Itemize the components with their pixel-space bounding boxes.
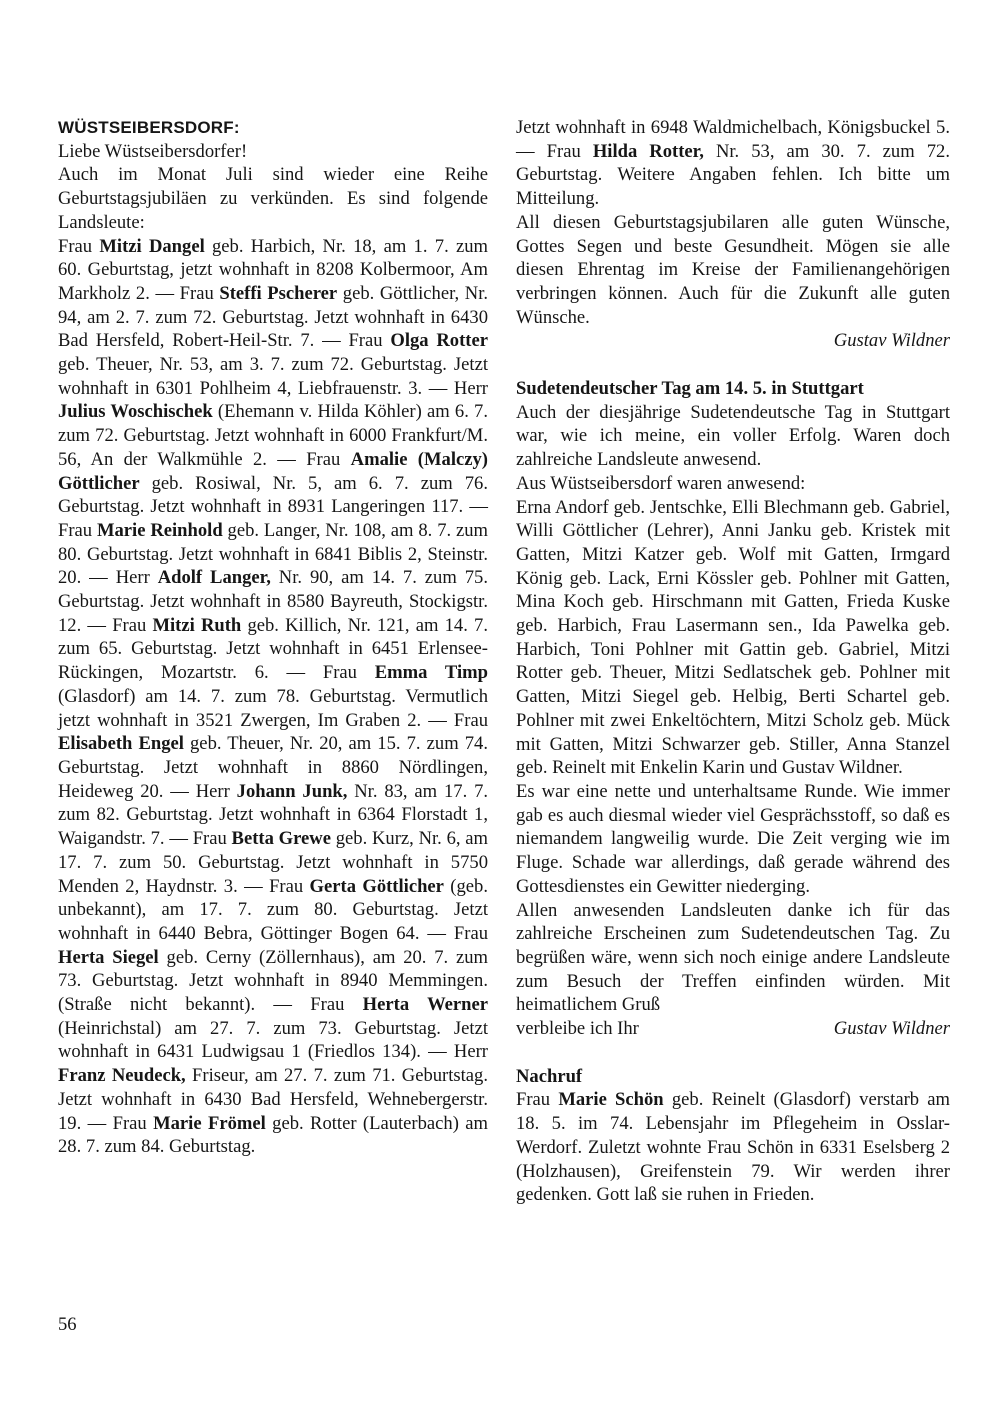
entry-post: geb. Göttlicher, Nr. 94, am 2. 7. zum 72. Geburtstag. Jetzt wohnhaft in 6430 Bad Hersfeld, Robert-Heil-Str. 7. — — [58, 282, 489, 352]
entry-pre: Frau — [58, 235, 100, 257]
entry-name: Herta Werner — [362, 994, 488, 1016]
entry-pre: Frau — [453, 922, 488, 944]
continuation-pre: Jetzt wohnhaft in 6948 Waldmichelbach, Königsbuckel 5. — Frau — [516, 117, 950, 162]
entry-name: Marie Frömel — [153, 1112, 266, 1134]
report-paragraph: Es war eine nette und unterhaltsame Runde. Wie immer gab es auch diesmal wieder viel Gesprächsstoff, so daß es niemandem langweilig wurde. Die Zeit verging wie im Fluge. Schade war allerdings, daß gerade während des Gottesdienstes ein Gewitter niederging. — [516, 780, 950, 897]
section-heading-nachruf: Nachruf — [516, 1065, 583, 1087]
signature-1: Gustav Wildner — [833, 330, 950, 352]
spacer — [516, 353, 950, 377]
continuation-post: Nr. 53, am 30. 7. zum 72. Geburtstag. Weitere Angaben fehlen. Ich bitte um Mitteilung. — [516, 140, 950, 210]
entry-post: geb. Theuer, Nr. 20, am 15. 7. zum 74. Geburtstag. Jetzt wohnhaft in 8860 Nördlingen, Heideweg 20. — — [58, 733, 488, 802]
stuttgart-intro: Auch der diesjährige Sudetendeutsche Tag in Stuttgart war, wie ich meine, ein voller Erfolg. Waren doch zahlreiche Landsleute anwesend. — [516, 401, 950, 471]
entry-name: Herta Siegel — [58, 946, 159, 968]
entry-pre: Frau — [269, 875, 310, 897]
attendees-intro: Aus Wüstseibersdorf waren anwesend: — [516, 472, 806, 494]
entry-post: geb. Killich, Nr. 121, am 14. 7. zum 65. Geburtstag. Jetzt wohnhaft in 6451 Erlensee-Rückingen, Mozartstr. 6. — — [58, 614, 488, 684]
entry-pre: Frau — [112, 1112, 154, 1134]
closing-paragraph: Allen anwesenden Landsleuten danke ich für das zahlreiche Erscheinen zum Sudetendeutschen Tag. Zu begrüßen wäre, wenn sich noch einige andere Landsleute zum Besuch der Treffen einfinden würden. Mit heimatlichem Gruß — [516, 899, 950, 1016]
closing-last: verbleibe ich Ihr — [516, 1018, 639, 1040]
wishes-paragraph: All diesen Geburtstagsjubilaren alle guten Wünsche, Gottes Segen und beste Gesundheit. Mögen sie alle diesen Ehrentag im Kreise der Familienangehörigen verbringen können. Auch für die Zukunft alle guten Wünsche. — [516, 211, 950, 328]
entry-pre: Frau — [310, 994, 363, 1016]
entry-name: Olga Rotter — [390, 330, 488, 352]
entry-post: geb. Rotter (Lauterbach) am 28. 7. zum 84. Geburtstag. — [58, 1112, 489, 1158]
spacer — [516, 1041, 950, 1065]
entry-post: Nr. 83, am 17. 7. zum 82. Geburtstag. Jetzt wohnhaft in 6364 Florstadt 1, Waigandstr. 7. — — [58, 780, 489, 850]
entry-name: Emma Timp — [374, 662, 488, 684]
entry-name: Johann Junk, — [236, 780, 348, 802]
entry-post: geb. Theuer, Nr. 53, am 3. 7. zum 72. Geburtstag. Jetzt wohnhaft in 6301 Pohlheim 4, Liebfrauenstr. 3. — — [58, 354, 488, 399]
entry-name: Amalie (Malczy) Göttlicher — [58, 448, 488, 494]
entry-post: (Glasdorf) am 14. 7. zum 78. Geburtstag. Vermutlich jetzt wohnhaft in 3521 Zwergen, Im Graben 2. — — [58, 685, 488, 731]
entry-post: (Heinrichstal) am 27. 7. zum 73. Geburtstag. Jetzt wohnhaft in 6431 Ludwigsau 1 (Friedlos 134). — — [58, 1017, 488, 1063]
entry-pre: Frau — [306, 448, 351, 470]
entry-post: (Ehemann v. Hilda Köhler) am 6. 7. zum 72. Geburtstag. Jetzt wohnhaft in 6000 Frankfurt/M. 56, An der Walkmühle 2. — — [58, 401, 488, 470]
entry-pre: Herr — [453, 377, 488, 399]
entry-pre: Herr — [115, 567, 158, 589]
entry-pre: Frau — [322, 662, 375, 684]
attendees-list: Erna Andorf geb. Jentschke, Elli Blechmann geb. Gabriel, Willi Göttlicher (Lehrer), Anni Janku geb. Kristek mit Gatten, Mitzi Katzer geb. Wolf mit Gatten, Irmgard König geb. Lack, Erni Kössler geb. Pohlner mit Gatten, Mina Koch geb. Hirschmann mit Gatten, Frieda Kuske geb. Harbich, Frau Lasermann sen., Ida Pawelka geb. Harbich, Toni Pohlner mit Gattin geb. Gabriel, Mitzi Rotter geb. Theuer, Mitzi Sedlatschek geb. Pohlner mit Gatten, Mitzi Siegel geb. Helbig, Berti Schartel geb. Pohlner mit zwei Enkeltöchtern, Mitzi Scholz geb. Mück mit Gatten, Mitzi Schwarzer geb. Stiller, Anna Stanzel geb. Reinelt mit Enkelin Karin und Gustav Wildner. — [516, 496, 950, 779]
section-heading-sudetendeutscher-tag: Sudetendeutscher Tag am 14. 5. in Stuttgart — [516, 378, 864, 400]
obituary-pre: Frau — [516, 1089, 559, 1111]
signature-2: Gustav Wildner — [833, 1018, 950, 1040]
entry-post: geb. Harbich, Nr. 18, am 1. 7. zum 60. Geburtstag, jetzt wohnhaft in 8208 Kolbermoor, Am Markholz 2. — — [58, 235, 488, 304]
obituary-name: Marie Schön — [558, 1089, 664, 1111]
greeting: Liebe Wüstseibersdorfer! — [58, 140, 248, 162]
closing-signature-line — [516, 1017, 950, 1041]
entry-name: Betta Grewe — [231, 828, 331, 850]
intro-paragraph: Auch im Monat Juli sind wieder eine Reihe Geburtstagsjubiläen zu verkünden. Es sind folgende Landsleute: — [58, 164, 488, 233]
birthday-list — [58, 235, 488, 1159]
entry-name: Franz Neudeck, — [58, 1065, 186, 1087]
entry-name: Steffi Pscherer — [219, 282, 338, 304]
entry-name: Julius Woschischek — [58, 401, 213, 423]
entry-name: Adolf Langer, — [157, 567, 271, 589]
entry-pre: Frau — [179, 282, 220, 304]
obituary-post: geb. Reinelt (Glasdorf) verstarb am 18. 5. im 74. Lebensjahr im Pflegeheim in Osslar-Werdorf. Zuletzt wohnte Frau Schön in 6331 Eselsberg 2 (Holzhausen), Greifenstein 79. Wir werden ihrer gedenken. Gott laß sie ruhen in Frieden. — [516, 1089, 951, 1206]
entry-name: Mitzi Dangel — [99, 235, 205, 257]
right-column — [516, 116, 950, 1207]
continuation-name: Hilda Rotter, — [592, 140, 704, 162]
continuation-paragraph — [516, 116, 950, 211]
entry-post: geb. Cerny (Zöllernhaus), am 20. 7. zum 73. Geburtstag. Jetzt wohnhaft in 8940 Memmingen. (Straße nicht bekannt). — — [58, 946, 488, 1016]
entry-pre: Frau — [192, 828, 232, 850]
entry-post: geb. Langer, Nr. 108, am 8. 7. zum 80. Geburtstag. Jetzt wohnhaft in 6841 Biblis 2, Steinstr. 20. — — [58, 519, 489, 589]
entry-pre: Frau — [112, 614, 153, 636]
entry-pre: Frau — [58, 519, 97, 541]
section-heading-wuestseibersdorf: WÜSTSEIBERSDORF: — [58, 118, 240, 137]
entry-pre: Frau — [453, 709, 488, 731]
obituary-paragraph — [516, 1088, 950, 1207]
entry-name: Marie Reinhold — [96, 519, 223, 541]
entry-name: Elisabeth Engel — [58, 733, 184, 755]
entry-post: Friseur, am 27. 7. zum 71. Geburtstag. Jetzt wohnhaft in 6430 Bad Hersfeld, Wehnebergerstr. 19. — — [58, 1065, 488, 1134]
entry-pre: Herr — [195, 780, 237, 802]
left-column — [58, 116, 488, 1159]
entry-name: Mitzi Ruth — [152, 614, 242, 636]
entry-post: Nr. 90, am 14. 7. zum 75. Geburtstag. Jetzt wohnhaft in 8580 Bayreuth, Stockigstr. 12. — — [58, 567, 488, 636]
entry-name: Gerta Göttlicher — [309, 875, 444, 897]
entry-pre: Herr — [453, 1041, 488, 1063]
entry-post: (geb. unbekannt), am 17. 7. zum 80. Geburtstag. Jetzt wohnhaft in 6440 Bebra, Göttinger Bogen 64. — — [58, 875, 488, 944]
entry-post: geb. Kurz, Nr. 6, am 17. 7. zum 50. Geburtstag. Jetzt wohnhaft in 5750 Menden 2, Haydnstr. 3. — — [58, 828, 489, 897]
page-number: 56 — [58, 1314, 77, 1335]
entry-pre: Frau — [348, 330, 391, 352]
entry-post: geb. Rosiwal, Nr. 5, am 6. 7. zum 76. Geburtstag. Jetzt wohnhaft in 8931 Langeringen 117. — — [58, 472, 488, 518]
